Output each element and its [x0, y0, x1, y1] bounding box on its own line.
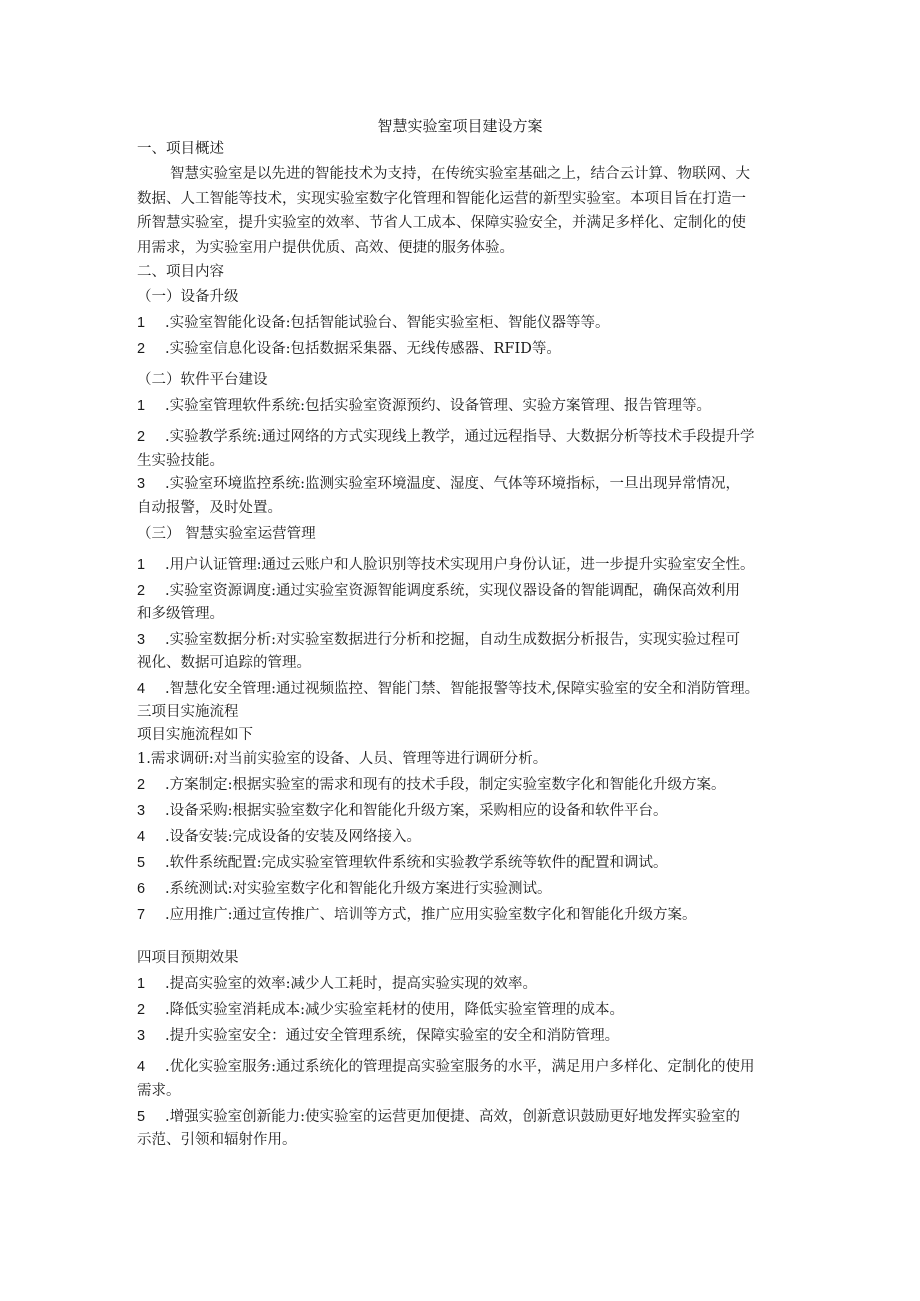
list-item-continuation: 自动报警，及时处置。 — [137, 500, 282, 516]
list-item — [137, 552, 797, 578]
item-number: 1 — [137, 398, 146, 414]
list-item — [137, 876, 797, 902]
item-number: 5 — [137, 855, 146, 871]
item-number: 4 — [137, 1059, 146, 1075]
item-text: .智慧化安全管理:通过视频监控、智能门禁、智能报警等技术,保障实验室的安全和消防管理。 — [165, 681, 760, 697]
item-text: .方案制定:根据实验室的需求和现有的技术手段，制定实验室数字化和智能化升级方案。 — [165, 777, 726, 793]
item-text: .优化实验室服务:通过系统化的管理提高实验室服务的水平，满足用户多样化、定制化的使用 — [165, 1059, 755, 1075]
overview-paragraph-line: 所智慧实验室，提升实验室的效率、节省人工成本、保障实验安全，并满足多样化、定制化的使 — [137, 215, 746, 231]
list-item — [137, 471, 797, 497]
item-number: 3 — [137, 803, 146, 819]
item-text: .软件系统配置:完成实验室管理软件系统和实验教学系统等软件的配置和调试。 — [165, 855, 668, 871]
item-text: 需求调研:对当前实验室的设备、人员、管理等进行调研分析。 — [150, 751, 548, 767]
item-number: 1 — [137, 315, 146, 331]
section-heading-content: 二、项目内容 — [137, 264, 224, 280]
list-item — [137, 772, 797, 798]
list-item — [137, 1023, 797, 1049]
list-item-continuation: 生实验技能。 — [137, 453, 224, 469]
list-item — [137, 798, 797, 824]
item-number: 2 — [137, 429, 146, 445]
list-item-continuation: 和多级管理。 — [137, 606, 224, 622]
overview-paragraph-line: 数据、人工智能等技术，实现实验室数字化管理和智能化运营的新型实验室。本项目旨在打造一 — [137, 191, 746, 207]
item-number: 2 — [137, 777, 146, 793]
item-number: 6 — [137, 881, 146, 897]
process-intro: 项目实施流程如下 — [137, 727, 253, 743]
item-number: 2 — [137, 341, 146, 357]
item-text: .实验室环境监控系统:监测实验室环境温度、湿度、气体等环境指标，一旦出现异常情况， — [165, 476, 740, 492]
list-item-continuation: 示范、引领和辐射作用。 — [137, 1132, 297, 1148]
item-number: 1 — [137, 557, 146, 573]
item-text: .提高实验室的效率:减少人工耗时，提高实验实现的效率。 — [165, 976, 537, 992]
item-number: 3 — [137, 1028, 146, 1044]
item-text: .设备安装:完成设备的安装及网络接入。 — [165, 829, 421, 845]
section-heading-effects: 四项目预期效果 — [137, 950, 239, 966]
item-text: .实验室智能化设备:包括智能试验台、智能实验室柜、智能仪器等等。 — [165, 315, 610, 331]
item-text: .用户认证管理:通过云账户和人脸识别等技术实现用户身份认证，进一步提升实验室安全性。 — [165, 557, 755, 573]
section-heading-overview: 一、项目概述 — [137, 141, 224, 157]
item-number: 5 — [137, 1109, 146, 1125]
item-text: .实验室信息化设备:包括数据采集器、无线传感器、RFID等。 — [165, 341, 561, 357]
item-number: 4 — [137, 681, 146, 697]
overview-paragraph-line: 用需求，为实验室用户提供优质、高效、便捷的服务体验。 — [137, 240, 514, 256]
subsection-heading-operations: （三） 智慧实验室运营管理 — [137, 526, 316, 542]
list-item — [137, 902, 797, 928]
list-item — [137, 850, 797, 876]
list-item — [137, 971, 797, 997]
item-text: .实验室数据分析:对实验室数据进行分析和挖掘，自动生成数据分析报告，实现实验过程可 — [165, 632, 740, 648]
section-heading-process: 三项目实施流程 — [137, 704, 239, 720]
item-text: .系统测试:对实验室数字化和智能化升级方案进行实验测试。 — [165, 881, 552, 897]
item-number: 3 — [137, 476, 146, 492]
item-text: .实验室资源调度:通过实验室资源智能调度系统，实现仪器设备的智能调配，确保高效利用 — [165, 583, 740, 599]
item-number: 1 — [137, 976, 146, 992]
list-item — [137, 824, 797, 850]
item-text: .应用推广:通过宣传推广、培训等方式，推广应用实验室数字化和智能化升级方案。 — [165, 907, 697, 923]
list-item-continuation: 需求。 — [137, 1083, 181, 1099]
overview-paragraph-line: 智慧实验室是以先进的智能技术为支持，在传统实验室基础之上，结合云计算、物联网、大 — [170, 166, 750, 182]
subsection-heading-software: （二）软件平台建设 — [137, 372, 268, 388]
list-item — [137, 1054, 797, 1080]
subsection-heading-equipment: （一）设备升级 — [137, 289, 239, 305]
item-number: 4 — [137, 829, 146, 845]
item-text: .降低实验室消耗成本:减少实验室耗材的使用，降低实验室管理的成本。 — [165, 1002, 624, 1018]
item-number: 1. — [137, 751, 151, 767]
item-text: .实验教学系统:通过网络的方式实现线上教学，通过远程指导、大数据分析等技术手段提升学 — [165, 429, 755, 445]
list-item — [137, 424, 797, 450]
item-text: .实验室管理软件系统:包括实验室资源预约、设备管理、实验方案管理、报告管理等。 — [165, 398, 711, 414]
list-item-continuation: 视化、数据可追踪的管理。 — [137, 655, 311, 671]
item-number: 3 — [137, 632, 146, 648]
item-number: 7 — [137, 907, 146, 923]
list-item — [137, 310, 797, 336]
list-item — [137, 393, 797, 419]
item-text: .设备采购:根据实验室数字化和智能化升级方案，采购相应的设备和软件平台。 — [165, 803, 668, 819]
document-title: 智慧实验室项目建设方案 — [377, 117, 543, 135]
item-number: 2 — [137, 1002, 146, 1018]
list-item — [137, 336, 797, 362]
item-text: .增强实验室创新能力:使实验室的运营更加便捷、高效，创新意识鼓励更好地发挥实验室的 — [165, 1109, 740, 1125]
item-text: .提升实验室安全：通过安全管理系统，保障实验室的安全和消防管理。 — [165, 1028, 620, 1044]
list-item — [137, 997, 797, 1023]
item-number: 2 — [137, 583, 146, 599]
list-item — [137, 746, 797, 772]
